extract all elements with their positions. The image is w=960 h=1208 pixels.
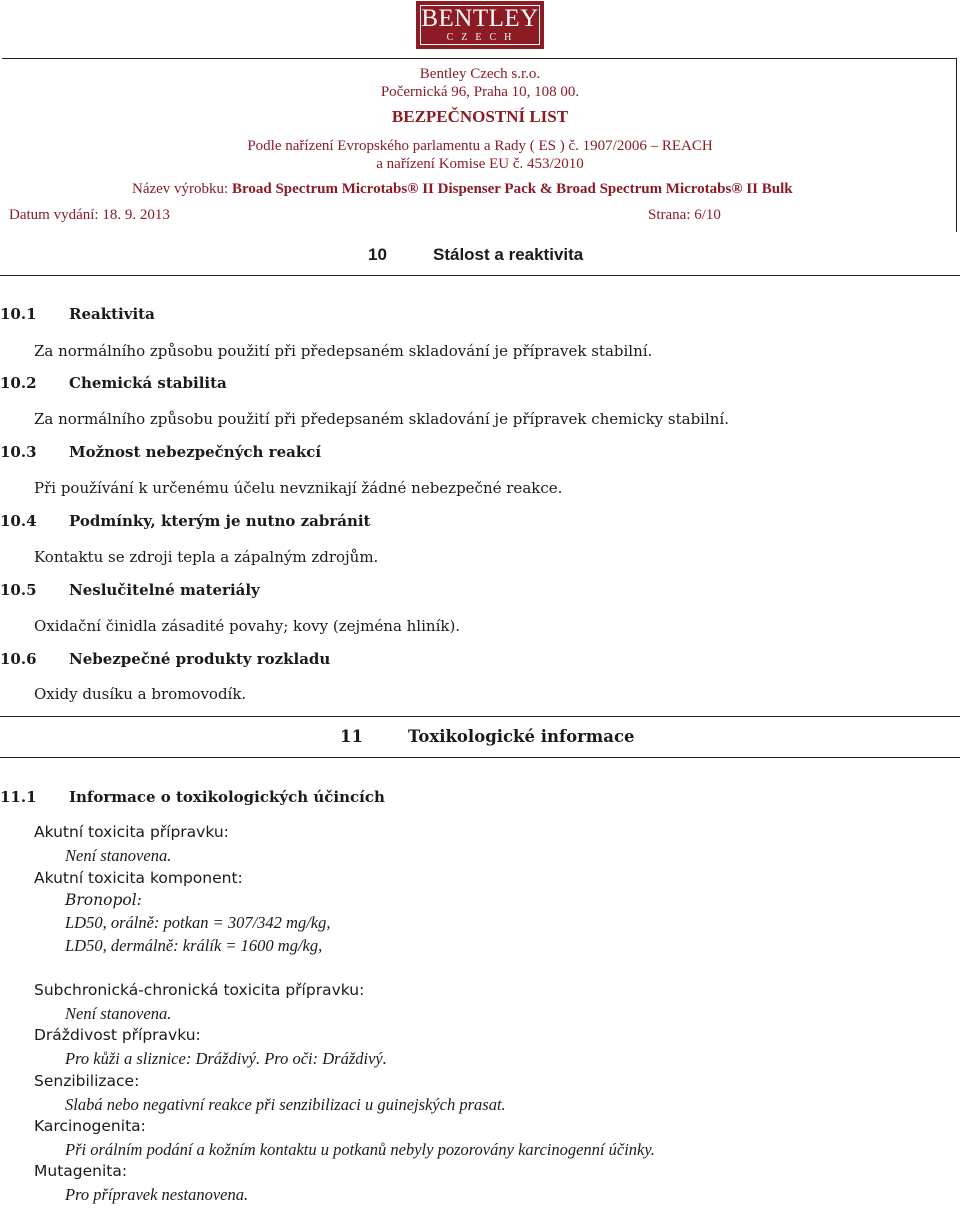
section-divider (0, 716, 960, 717)
regulation-line-1: Podle nařízení Evropského parlamentu a Rady ( ES ) č. 1907/2006 – REACH (247, 138, 713, 154)
mutagenicity-label: Mutagenita: (34, 1162, 128, 1180)
subsection-number: 10.6 (0, 650, 37, 668)
subsection-text: Za normálního způsobu použití při předepsaném skladování je přípravek chemicky stabilní. (34, 410, 730, 428)
subsection-title: Nebezpečné produkty rozkladu (69, 650, 331, 668)
sensitization-label: Senzibilizace: (34, 1072, 140, 1090)
acute-comp-label: Akutní toxicita komponent: (34, 869, 243, 887)
ld50-oral: LD50, orálně: potkan = 307/342 mg/kg, (65, 913, 331, 932)
subchronic-label: Subchronická-chronická toxicita přípravku: (34, 981, 365, 999)
section-11-title: Toxikologické informace (408, 727, 635, 746)
subsection-title: Reaktivita (69, 305, 155, 323)
acute-mix-value: Není stanovena. (65, 846, 172, 865)
document-title: BEZPEČNOSTNÍ LIST (391, 107, 569, 126)
company-logo (416, 1, 544, 49)
company-name: Bentley Czech s.r.o. (419, 66, 541, 82)
subsection-text: Oxidy dusíku a bromovodík. (34, 685, 247, 703)
subsection-title: Chemická stabilita (69, 374, 227, 392)
subsection-text: Při používání k určenému účelu nevznikají žádné nebezpečné reakce. (34, 479, 563, 497)
component-name: Bronopol: (65, 891, 142, 909)
irritation-value: Pro kůži a sliznice: Dráždivý. Pro oči: Dráždivý. (65, 1049, 387, 1068)
subsection-number: 10.4 (0, 512, 37, 530)
section-divider (0, 275, 960, 276)
subsection-number: 10.1 (0, 305, 37, 323)
acute-mix-label: Akutní toxicita přípravku: (34, 823, 229, 841)
logo-country: CZECH (446, 32, 520, 43)
subsection-number: 10.3 (0, 443, 37, 461)
subsection-number: 11.1 (0, 788, 37, 806)
subsection-title: Podmínky, kterým je nutno zabránit (69, 512, 371, 530)
subsection-text: Za normálního způsobu použití při předepsaném skladování je přípravek stabilní. (34, 342, 653, 360)
irritation-label: Dráždivost přípravku: (34, 1026, 201, 1044)
product-line (132, 181, 793, 198)
product-label: Název výrobku: (132, 181, 229, 197)
issue-date: Datum vydání: 18. 9. 2013 (9, 207, 170, 223)
subchronic-value: Není stanovena. (65, 1004, 172, 1023)
subsection-title: Informace o toxikologických účincích (69, 788, 385, 806)
section-divider (0, 757, 960, 758)
mutagenicity-value: Pro přípravek nestanovena. (65, 1185, 249, 1204)
subsection-number: 10.5 (0, 581, 37, 599)
carcinogenicity-label: Karcinogenita: (34, 1117, 146, 1135)
subsection-text: Kontaktu se zdroji tepla a zápalným zdrojům. (34, 548, 379, 566)
page-number: Strana: 6/10 (648, 207, 721, 223)
sensitization-value: Slabá nebo negativní reakce při senzibilizaci u guinejských prasat. (65, 1095, 506, 1114)
section-11-number: 11 (340, 727, 363, 746)
section-10-title: Stálost a reaktivita (433, 245, 584, 264)
ld50-dermal: LD50, dermálně: králík = 1600 mg/kg, (65, 936, 323, 955)
subsection-title: Neslučitelné materiály (69, 581, 260, 599)
subsection-number: 10.2 (0, 374, 37, 392)
company-address: Počernická 96, Praha 10, 108 00. (380, 84, 580, 100)
product-name: Broad Spectrum Microtabs® II Dispenser Pack & Broad Spectrum Microtabs® II Bulk (231, 181, 793, 197)
section-10-number: 10 (368, 245, 387, 264)
subsection-title: Možnost nebezpečných reakcí (69, 443, 322, 461)
subsection-text: Oxidační činidla zásadité povahy; kovy (zejména hliník). (34, 617, 461, 635)
logo-brand: BENTLEY (421, 5, 539, 32)
carcinogenicity-value: Při orálním podání a kožním kontaktu u potkanů nebyly pozorovány karcinogenní účinky. (65, 1140, 655, 1159)
regulation-line-2: a nařízení Komise EU č. 453/2010 (376, 156, 584, 172)
